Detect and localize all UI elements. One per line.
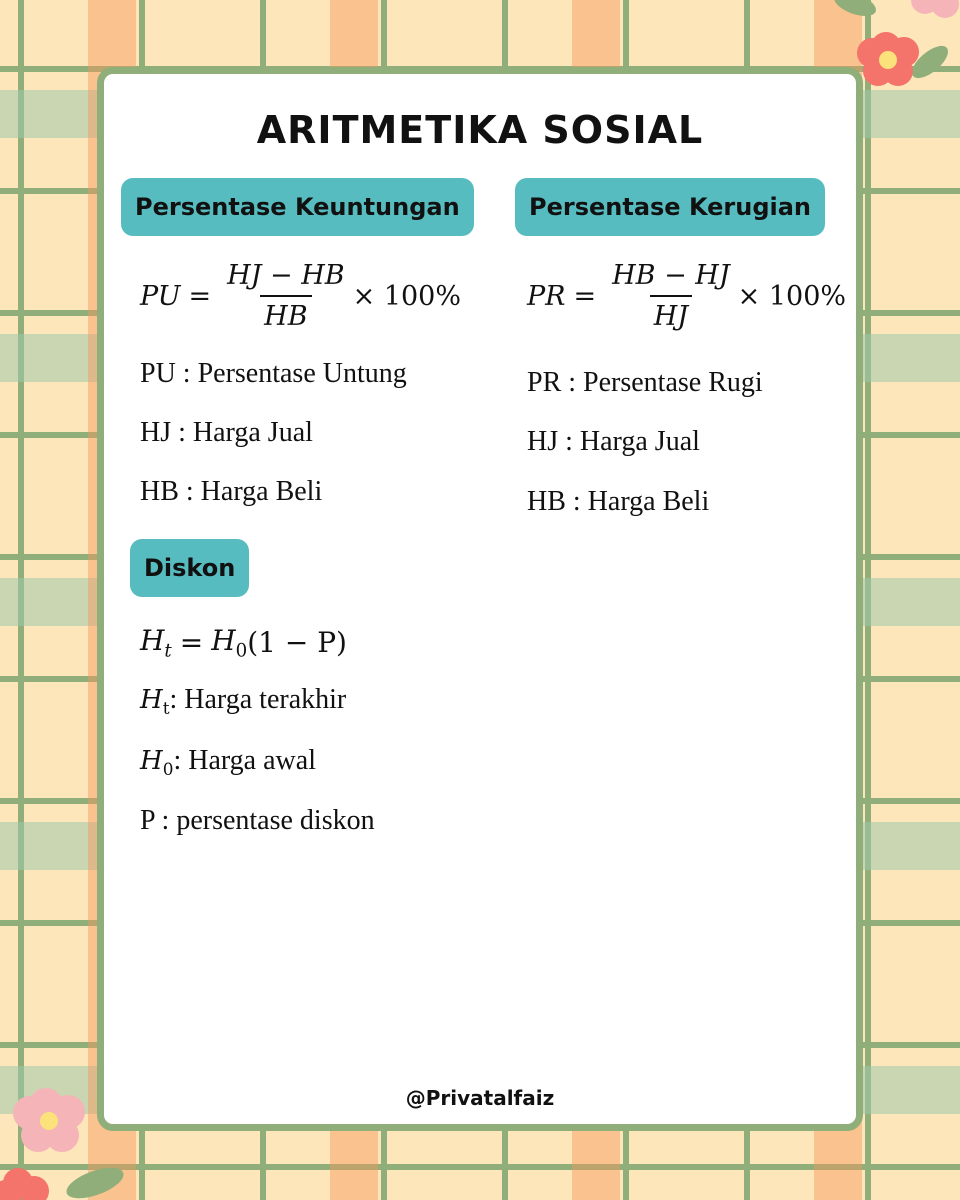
formula-lhs: PR: [527, 280, 566, 312]
formula-numerator: HJ − HB: [227, 260, 345, 291]
leaf-icon: [63, 1161, 128, 1200]
formula-lhs: PU: [140, 280, 181, 312]
content-card: [97, 67, 863, 1131]
definition-h0: $H_0$: Harga awal: [140, 745, 316, 779]
definition-ht: $H_t$: Harga terakhir: [140, 684, 347, 718]
formula-equals: =: [179, 626, 204, 660]
formula-diskon: [140, 624, 347, 661]
heading-diskon: Diskon: [130, 539, 249, 597]
formula-kerugian: [527, 260, 846, 332]
definition-hb: HB : Harga Beli: [527, 486, 710, 517]
definition-pu: PU : Persentase Untung: [140, 358, 407, 389]
formula-equals: =: [573, 280, 597, 312]
formula-multiplier: × 100%: [737, 280, 847, 312]
heading-keuntungan: Persentase Keuntungan: [121, 178, 474, 236]
formula-rest: (1 − P): [247, 626, 347, 660]
formula-denominator: HB: [260, 295, 311, 332]
flower-icon: [13, 1088, 85, 1152]
formula-denominator: HJ: [650, 295, 692, 332]
definition-hj: HJ : Harga Jual: [140, 417, 313, 448]
formula-ht: $H_t$: [140, 624, 172, 662]
formula-keuntungan: [140, 260, 461, 332]
flower-icon: [911, 0, 959, 18]
flower-icon: [0, 1168, 49, 1200]
definition-p: P : persentase diskon: [140, 805, 375, 836]
formula-h0: $H_0$: [211, 624, 248, 662]
heading-kerugian: Persentase Kerugian: [515, 178, 825, 236]
definition-hj: HJ : Harga Jual: [527, 426, 700, 457]
formula-multiplier: × 100%: [352, 280, 462, 312]
definition-hb: HB : Harga Beli: [140, 476, 323, 507]
flower-icon: [857, 32, 919, 86]
footer-handle: @Privatalfaiz: [405, 1086, 555, 1110]
formula-fraction: [608, 260, 734, 332]
formula-fraction: [223, 260, 349, 332]
page-title: ARITMETIKA SOSIAL: [256, 108, 704, 152]
definition-pr: PR : Persentase Rugi: [527, 367, 763, 398]
formula-equals: =: [188, 280, 212, 312]
formula-numerator: HB − HJ: [612, 260, 730, 291]
